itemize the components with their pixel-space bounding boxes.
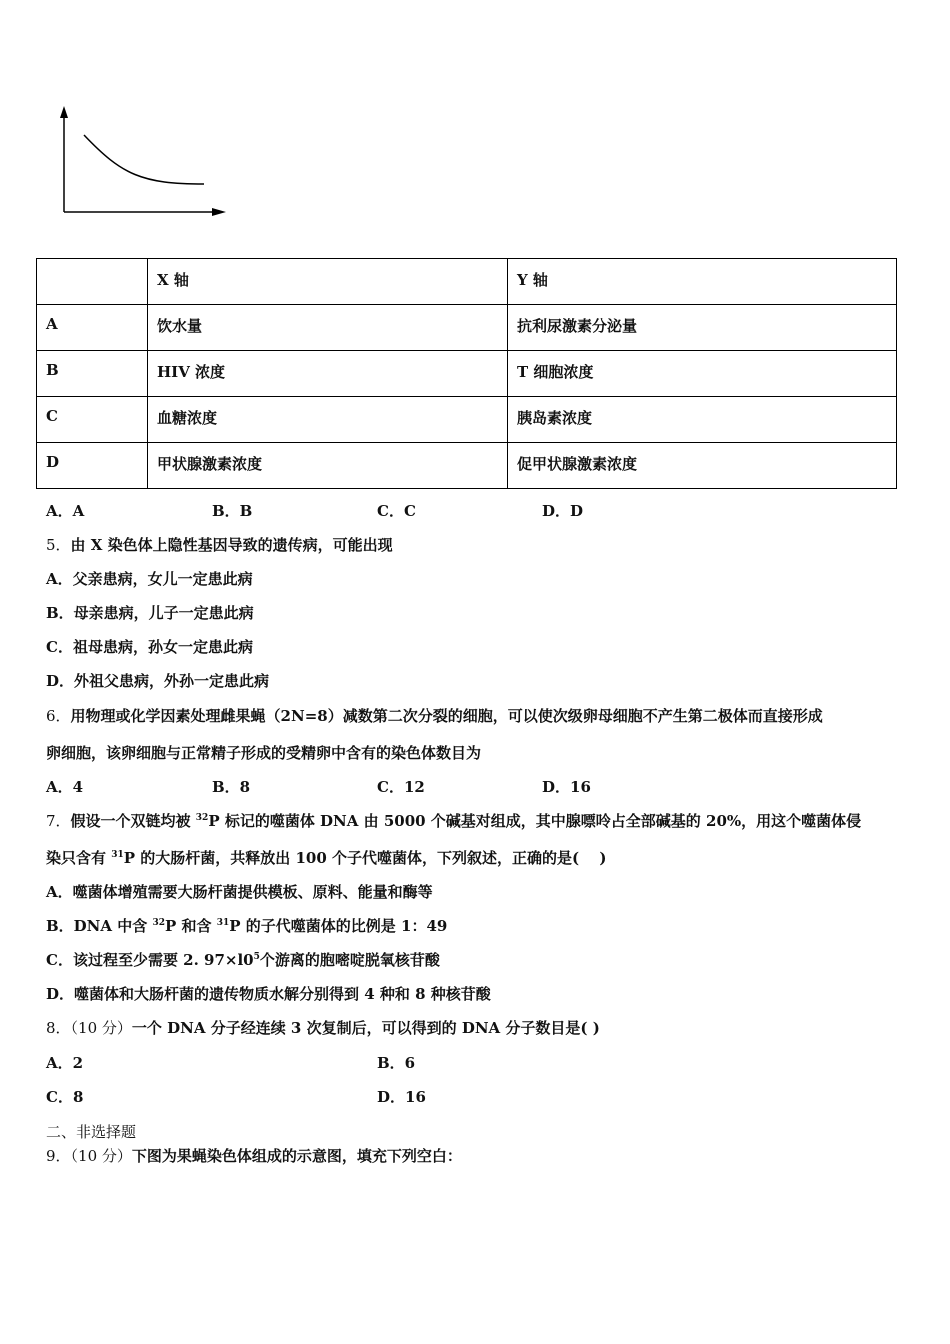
q6-choice-d: D．16 [542, 778, 591, 796]
table-cell: C [37, 397, 148, 443]
q6-stem-line2: 卵细胞，该卵细胞与正常精子形成的受精卵中含有的染色体数目为 [46, 744, 482, 762]
q8-choice-d: D．16 [377, 1088, 426, 1106]
superscript: 5 [253, 952, 260, 962]
decay-curve-graph [52, 100, 232, 220]
q6-stem-line1 [46, 705, 823, 726]
text: P 的子代噬菌体的比例是 1：49 [229, 917, 448, 935]
table-cell: 血糖浓度 [148, 397, 508, 443]
q5-stem [46, 534, 393, 555]
table-row [37, 259, 897, 305]
q5-option-c: C．祖母患病，孙女一定患此病 [46, 638, 253, 656]
q7-option-a: A．噬菌体增殖需要大肠杆菌提供模板、原料、能量和酶等 [46, 883, 433, 901]
table-cell: HIV 浓度 [148, 351, 508, 397]
table-cell: 抗利尿激素分泌量 [508, 305, 897, 351]
question-text: 一个 DNA 分子经连续 3 次复制后，可以得到的 DNA 分子数目是( ) [131, 1019, 600, 1037]
text: C．该过程至少需要 2. 97×l0 [46, 951, 254, 969]
q5-option-b: B．母亲患病，儿子一定患此病 [46, 604, 254, 622]
table-cell: X 轴 [148, 259, 508, 305]
question-text: 由 X 染色体上隐性基因导致的遗传病，可能出现 [70, 536, 393, 554]
text: P 标记的噬菌体 DNA 由 5000 个碱基对组成，其中腺嘌呤占全部碱基的 20%，用这个噬菌体侵 [208, 812, 862, 830]
text: P 和含 [165, 917, 217, 935]
q5-option-a: A．父亲患病，女儿一定患此病 [46, 570, 253, 588]
q5-option-d: D．外祖父患病，外孙一定患此病 [46, 672, 270, 690]
text: P 的大肠杆菌，共释放出 100 个子代噬菌体，下列叙述，正确的是( ) [123, 849, 607, 867]
question-number: 7． [46, 812, 71, 830]
q8-choice-a: A．2 [46, 1054, 84, 1072]
table-row [37, 351, 897, 397]
q8-choice-b: B．6 [377, 1054, 416, 1072]
q7-option-c [46, 949, 440, 970]
q4-choice-d: D．D [542, 502, 584, 520]
q9-stem [46, 1145, 462, 1166]
question-number: 5． [46, 536, 71, 554]
table-cell: A [37, 305, 148, 351]
question-number: 9． [46, 1147, 71, 1165]
q4-choice-b: B．B [212, 502, 253, 520]
options-table [36, 258, 897, 489]
superscript: 32 [195, 813, 209, 823]
table-cell: 胰岛素浓度 [508, 397, 897, 443]
table-cell: D [37, 443, 148, 489]
q8-choice-c: C．8 [46, 1088, 84, 1106]
y-axis-arrow [60, 106, 68, 118]
q7-stem-line2 [46, 847, 606, 868]
q6-choice-c: C．12 [377, 778, 425, 796]
x-axis-arrow [212, 208, 226, 216]
section-title: 二、非选择题 [46, 1123, 137, 1141]
table-row [37, 443, 897, 489]
curve [84, 135, 204, 184]
table-row [37, 305, 897, 351]
table-cell: Y 轴 [508, 259, 897, 305]
table-cell: B [37, 351, 148, 397]
table-cell: 促甲状腺激素浓度 [508, 443, 897, 489]
score: （10 分） [70, 1019, 132, 1037]
q6-choice-b: B．8 [212, 778, 251, 796]
q8-stem [46, 1017, 600, 1038]
question-text: 下图为果蝇染色体组成的示意图，填充下列空白： [131, 1147, 462, 1165]
q4-choice-c: C．C [377, 502, 416, 520]
superscript: 31 [111, 850, 124, 860]
table-cell: 饮水量 [148, 305, 508, 351]
q4-choice-a: A．A [46, 502, 85, 520]
table-row [37, 397, 897, 443]
text: 个游离的胞嘧啶脱氧核苷酸 [259, 951, 440, 969]
text: 假设一个双链均被 [70, 812, 196, 830]
question-number: 8． [46, 1019, 71, 1037]
table-cell: 甲状腺激素浓度 [148, 443, 508, 489]
question-number: 6． [46, 707, 71, 725]
question-text: 用物理或化学因素处理雌果蝇（2N=8）减数第二次分裂的细胞，可以使次级卵母细胞不产生第二极体而直接形成 [70, 707, 823, 725]
q7-option-b [46, 915, 447, 936]
score: （10 分） [70, 1147, 132, 1165]
table-cell [37, 259, 148, 305]
q7-stem-line1 [46, 810, 861, 831]
superscript: 31 [216, 918, 230, 928]
q7-option-d: D．噬菌体和大肠杆菌的遗传物质水解分别得到 4 种和 8 种核苷酸 [46, 985, 491, 1003]
superscript: 32 [152, 918, 166, 928]
q6-choice-a: A．4 [46, 778, 84, 796]
text: B．DNA 中含 [46, 917, 153, 935]
text: 染只含有 [46, 849, 112, 867]
table-cell: T 细胞浓度 [508, 351, 897, 397]
